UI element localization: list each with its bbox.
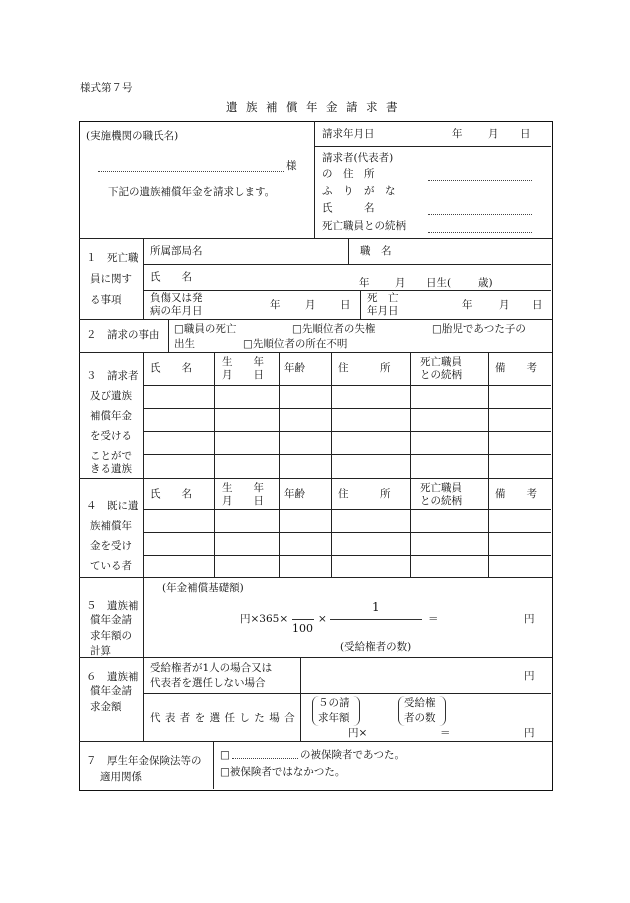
insurance-law-field[interactable]: [232, 758, 298, 759]
date-month-label: 月: [488, 128, 499, 140]
reason-birth-checkbox[interactable]: □胎児であつた子の: [432, 323, 526, 335]
relation-field[interactable]: [428, 232, 532, 233]
sec4-col-rel-1: 死亡職員: [420, 482, 462, 494]
sec3-label-4: を受ける: [90, 430, 132, 442]
injury-month-label: 月: [305, 299, 316, 311]
furigana-label: ふ り が な: [322, 185, 396, 197]
birth-year-label: 年: [359, 277, 370, 289]
job-title-label: 職 名: [360, 245, 392, 257]
sec7-label-2: 適用関係: [100, 771, 142, 783]
sec4-col-rel-2: との続柄: [420, 495, 462, 507]
sec3-col-rel-2: との続柄: [420, 369, 462, 381]
insured-label: の被保険者であつた。: [300, 749, 405, 761]
box1-line1: ５の請: [318, 697, 350, 709]
sec6-label-1: ６ 遺族補: [86, 671, 139, 683]
dept-label: 所属部局名: [150, 245, 203, 257]
sec4-col-addr: 住 所: [338, 488, 391, 500]
single-case-label-2: 代表者を選任しない場合: [150, 677, 266, 689]
sec6-label-2: 償年金請: [90, 685, 132, 697]
not-insured-checkbox[interactable]: □被保険者ではなかつた。: [220, 766, 346, 778]
sec3-col-age: 年齢: [284, 362, 305, 374]
sec3-label-6: きる遺族: [90, 463, 132, 475]
reason-forfeit-checkbox[interactable]: □先順位者の失権: [292, 323, 376, 335]
reason-missing-checkbox[interactable]: □先順位者の所在不明: [243, 338, 348, 350]
agency-label: (実施機関の職氏名): [86, 130, 179, 142]
single-yen-label: 円: [524, 670, 535, 682]
yen-label: 円: [524, 613, 535, 625]
sec3-col-rel-1: 死亡職員: [420, 356, 462, 368]
death-day-label: 日: [532, 299, 543, 311]
formula-a: 円×365×: [240, 613, 289, 625]
sama-label: 様: [286, 160, 297, 172]
claimant-label: 請求者(代表者): [322, 152, 394, 164]
sec4-col-name: 氏 名: [150, 488, 192, 500]
fraction2-bar: [330, 619, 422, 620]
death-label-2: 年月日: [367, 305, 399, 317]
sec3-col-birth-1: 生 年: [222, 356, 264, 368]
address-label: の 住 所: [322, 168, 375, 180]
sec1-label-1: １ 死亡職: [86, 252, 139, 264]
relation-label: 死亡職員との続柄: [322, 220, 406, 232]
rep-case-label: 代表者を選任した場合: [150, 712, 299, 724]
sec3-col-name: 氏 名: [150, 362, 192, 374]
sec4-label-3: 金を受け: [90, 540, 132, 552]
rep-yen-label: 円: [524, 727, 535, 739]
recipient-count-label: (受給権者の数): [340, 641, 412, 653]
claimant-name-field[interactable]: [428, 214, 532, 215]
sec5-label-2: 償年金請: [90, 614, 132, 626]
yen-times-label: 円×: [348, 727, 368, 739]
equals-sign: ＝: [428, 613, 439, 625]
claimant-name-label: 氏 名: [322, 202, 375, 214]
sec1-label-3: る事項: [90, 294, 122, 306]
birth-day-label: 日生(: [426, 277, 452, 289]
sec7-label-1: ７ 厚生年金保険法等の: [86, 755, 202, 767]
date-day-label: 日: [520, 128, 531, 140]
sec5-label-1: ５ 遺族補: [86, 600, 139, 612]
sec4-label-1: ４ 既に遺: [86, 500, 139, 512]
box1-line2: 求年額: [318, 712, 350, 724]
sec3-label-2: 及び遺族: [90, 390, 132, 402]
sec1-label-2: 員に関す: [90, 273, 132, 285]
agency-name-field[interactable]: [98, 171, 284, 172]
fraction2-numerator: 1: [372, 600, 380, 614]
sec6-label-3: 求金額: [90, 701, 122, 713]
sec3-label-5: ことがで: [90, 450, 132, 462]
injury-label-2: 病の年月日: [150, 305, 203, 317]
death-month-label: 月: [499, 299, 510, 311]
single-case-label-1: 受給権者が1人の場合又は: [150, 662, 273, 674]
sec4-col-birth-2: 月 日: [222, 495, 264, 507]
sec4-label-2: 族補償年: [90, 520, 132, 532]
deceased-name-label: 氏 名: [150, 271, 192, 283]
form-title: 遺族補償年金請求書: [226, 100, 406, 114]
rep-equals: ＝: [440, 727, 451, 739]
box2-line1: 受給権: [404, 697, 436, 709]
sec3-label-1: ３ 請求者: [86, 370, 139, 382]
death-label-1: 死 亡: [367, 292, 399, 304]
date-label: 請求年月日: [322, 128, 375, 140]
sec4-col-birth-1: 生 年: [222, 482, 264, 494]
times-sign: ×: [318, 613, 327, 625]
base-amount-label: (年金補償基礎額): [162, 582, 244, 594]
sec3-col-addr: 住 所: [338, 362, 391, 374]
form-frame: [79, 121, 553, 791]
injury-year-label: 年: [270, 299, 281, 311]
sec3-label-3: 補償年金: [90, 410, 132, 422]
form-number: 様式第７号: [80, 82, 133, 94]
address-field[interactable]: [428, 180, 532, 181]
sec5-label-4: 計算: [90, 645, 111, 657]
reason-birth-cont: 出生: [174, 338, 195, 350]
date-year-label: 年: [452, 128, 463, 140]
sec5-label-3: 求年額の: [90, 630, 132, 642]
sec4-label-4: ている者: [90, 560, 132, 572]
insured-checkbox[interactable]: □: [220, 749, 230, 761]
sec4-col-age: 年齢: [284, 488, 305, 500]
fraction1-denominator: 100: [292, 622, 313, 635]
reason-death-checkbox[interactable]: □職員の死亡: [174, 323, 237, 335]
age-label: 歳): [478, 277, 493, 289]
sec4-col-note: 備 考: [495, 488, 537, 500]
request-text: 下記の遺族補償年金を請求します。: [108, 186, 276, 198]
fraction1-bar: [292, 619, 314, 620]
injury-day-label: 日: [340, 299, 351, 311]
sec2-label: ２ 請求の事由: [86, 329, 160, 341]
box2-line2: 者の数: [404, 712, 436, 724]
death-year-label: 年: [462, 299, 473, 311]
sec3-col-birth-2: 月 日: [222, 369, 264, 381]
birth-month-label: 月: [395, 277, 406, 289]
sec3-col-note: 備 考: [495, 362, 537, 374]
injury-label-1: 負傷又は発: [150, 292, 203, 304]
